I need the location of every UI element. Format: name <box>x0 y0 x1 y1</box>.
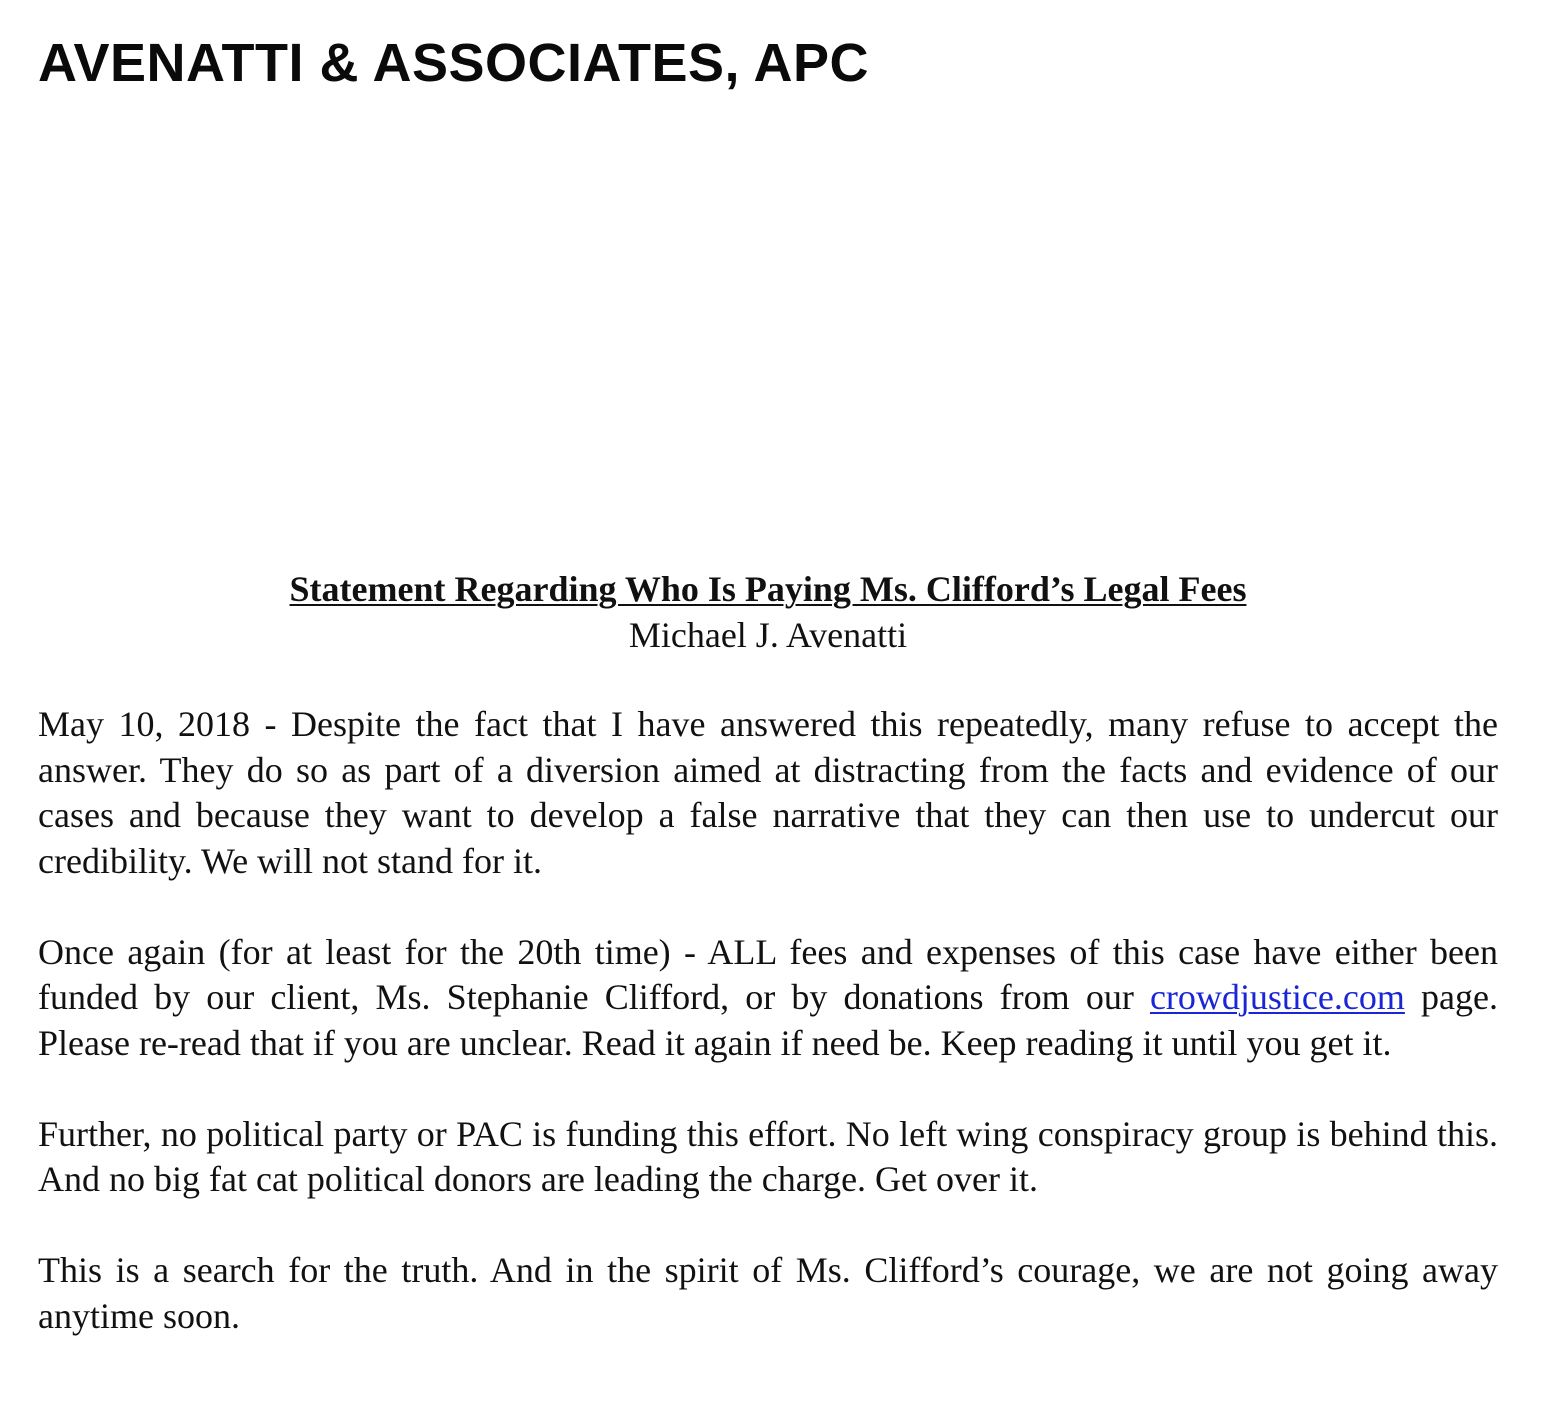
document-title: Statement Regarding Who Is Paying Ms. Clifford’s Legal Fees <box>289 569 1247 609</box>
paragraph-2-text-before-link: Once again (for at least for the 20th time) - ALL fees and expenses of this case have either been funded by our client, Ms. Stephanie Clifford, or by donations from our <box>38 931 1498 1017</box>
document-body <box>38 702 1498 1385</box>
crowdjustice-link[interactable]: crowdjustice.com <box>1149 977 1405 1017</box>
document-author: Michael J. Avenatti <box>628 615 908 655</box>
paragraph-4: This is a search for the truth. And in the spirit of Ms. Clifford’s courage, we are not going away anytime soon. <box>38 1250 1498 1336</box>
paragraph-2 <box>38 930 1498 1067</box>
firm-name-header: AVENATTI & ASSOCIATES, APC <box>38 33 870 93</box>
paragraph-2-text-after-link: page. Please re-read that if you are unclear. Read it again if need be. Keep reading it until you get it. <box>38 977 1498 1063</box>
paragraph-3: Further, no political party or PAC is funding this effort. No left wing conspiracy group is behind this. And no big fat cat political donors are leading the charge. Get over it. <box>38 1113 1498 1199</box>
document-title-block <box>0 566 1536 658</box>
paragraph-1: May 10, 2018 - Despite the fact that I have answered this repeatedly, many refuse to accept the answer. They do so as part of a diversion aimed at distracting from the facts and evidence of our cases and because they want to develop a false narrative that they can then use to undercut our credibility. We will not stand for it. <box>38 704 1498 881</box>
